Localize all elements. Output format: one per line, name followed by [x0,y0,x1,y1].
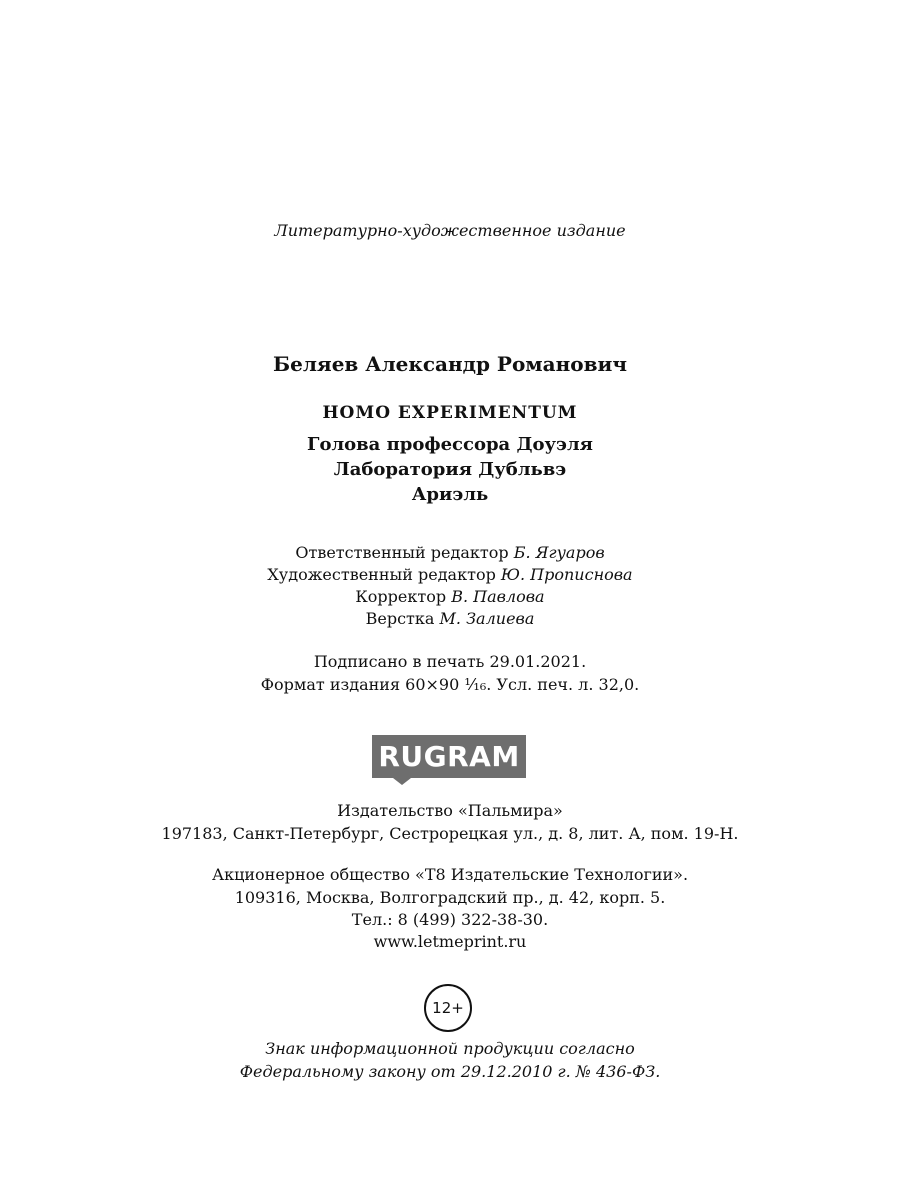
edition-type: Литературно-художественное издание [274,221,626,240]
publisher-logo: RUGRAM [372,735,526,778]
credit-line [0,609,900,628]
credit-line [0,543,900,562]
credit-line [0,587,900,606]
print-date: Подписано в печать 29.01.2021. [313,652,587,671]
printer-website: www.letmeprint.ru [373,932,527,951]
work-title: Голова профессора Доуэля [307,434,593,455]
work-title: Лаборатория Дубльвэ [333,459,567,480]
credit-name: М. Залиева [439,609,535,628]
printer-address: 109316, Москва, Волгоградский пр., д. 42, корп. 5. [234,888,666,907]
series-title: HOMO EXPERIMENTUM [322,403,578,423]
info-notice-line: Федеральному закону от 29.12.2010 г. № 436-ФЗ. [239,1062,661,1081]
credit-line [0,565,900,584]
author-name: Беляев Александр Романович [273,352,627,376]
info-notice-line: Знак информационной продукции согласно [265,1039,635,1058]
printer-phone: Тел.: 8 (499) 322-38-30. [351,910,549,929]
publisher-name: Издательство «Пальмира» [337,801,563,820]
age-rating-badge: 12+ [424,984,472,1032]
work-title: Ариэль [411,484,489,505]
publisher-address: 197183, Санкт-Петербург, Сестрорецкая ул., д. 8, лит. А, пом. 19-Н. [161,824,739,843]
credit-name: В. Павлова [451,587,545,606]
credit-role: Художественный редактор [267,565,496,584]
credit-name: Ю. Прописнова [500,565,633,584]
printer-name: Акционерное общество «Т8 Издательские Технологии». [211,865,689,884]
credit-role: Верстка [365,609,435,628]
credit-name: Б. Ягуаров [513,543,605,562]
credit-role: Ответственный редактор [295,543,509,562]
credit-role: Корректор [355,587,447,606]
logo-notch [393,778,411,785]
print-format: Формат издания 60×90 ¹⁄₁₆. Усл. печ. л. 32,0. [260,675,640,694]
